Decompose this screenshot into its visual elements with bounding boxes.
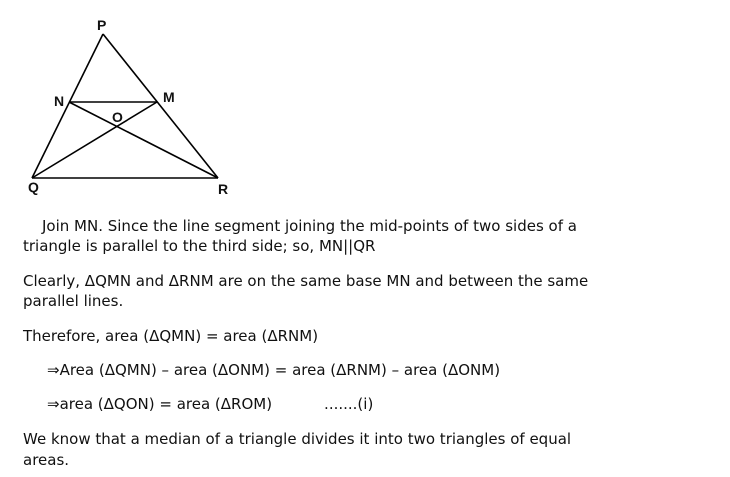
vertex-label-n: N xyxy=(54,93,65,109)
vertex-label-m: M xyxy=(163,89,175,105)
side-pr xyxy=(103,34,218,178)
paragraph-4: ⇒Area (ΔQMN) – area (ΔONM) = area (ΔRNM) – area (ΔONM) xyxy=(47,361,501,379)
paragraph-2-line-1: Clearly, ΔQMN and ΔRNM are on the same base MN and between the same xyxy=(23,272,589,290)
equation-text: ⇒area (ΔQON) = area (ΔROM) xyxy=(47,395,273,413)
vertex-label-p: P xyxy=(97,17,107,33)
paragraph-2-line-2: parallel lines. xyxy=(23,292,124,310)
equation-reference: .......(i) xyxy=(324,395,374,413)
paragraph-1-line-2: triangle is parallel to the third side; so, MN||QR xyxy=(23,237,376,255)
triangle-figure xyxy=(0,0,250,200)
paragraph-3: Therefore, area (ΔQMN) = area (ΔRNM) xyxy=(23,327,319,345)
vertex-label-q: Q xyxy=(28,179,39,195)
median-rn xyxy=(69,102,218,178)
paragraph-6-line-1: We know that a median of a triangle divides it into two triangles of equal xyxy=(23,430,572,448)
vertex-label-o: O xyxy=(112,109,123,125)
paragraph-5 xyxy=(47,394,373,414)
vertex-label-r: R xyxy=(218,181,229,197)
paragraph-6-line-2: areas. xyxy=(23,451,70,469)
paragraph-1-line-1: Join MN. Since the line segment joining the mid-points of two sides of a xyxy=(42,217,577,235)
